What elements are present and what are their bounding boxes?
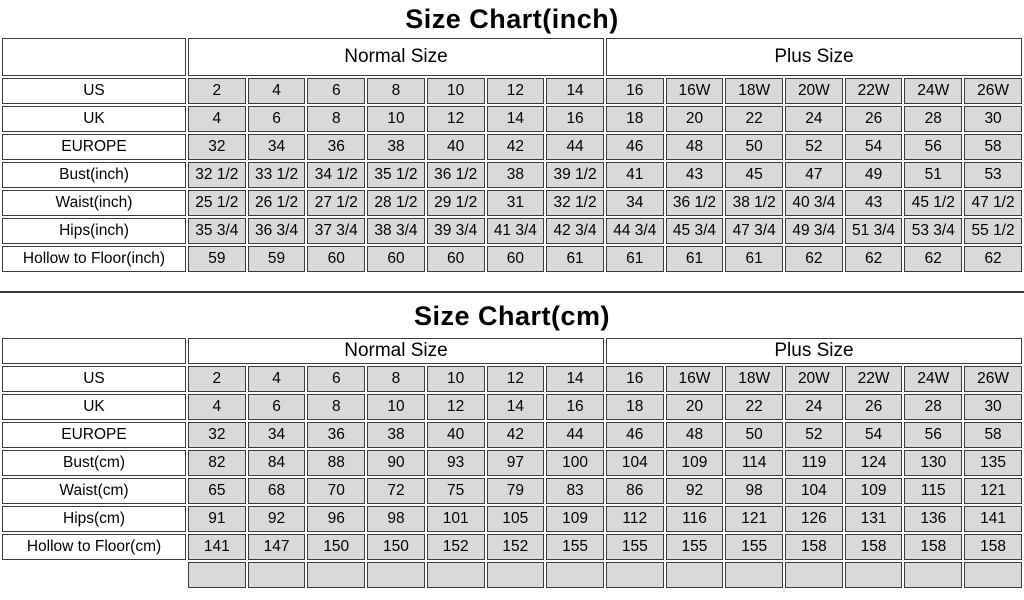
row-label xyxy=(2,562,186,588)
size-value-cell: 12 xyxy=(487,366,545,392)
row-label: Bust(inch) xyxy=(2,162,186,188)
size-value-cell: 84 xyxy=(248,450,306,476)
size-value-cell: 60 xyxy=(427,246,485,272)
size-value-cell: 54 xyxy=(845,134,903,160)
size-value-cell: 62 xyxy=(964,246,1022,272)
table-row xyxy=(2,394,1022,420)
size-value-cell: 35 3/4 xyxy=(188,218,246,244)
size-value-cell: 47 1/2 xyxy=(964,190,1022,216)
size-value-cell: 152 xyxy=(487,534,545,560)
size-value-cell: 26 1/2 xyxy=(248,190,306,216)
size-value-cell: 36 xyxy=(307,134,365,160)
size-table-inch xyxy=(0,36,1024,274)
size-value-cell: 12 xyxy=(427,106,485,132)
size-value-cell: 61 xyxy=(606,246,664,272)
size-value-cell: 50 xyxy=(725,422,783,448)
table-row xyxy=(2,366,1022,392)
size-value-cell: 82 xyxy=(188,450,246,476)
size-value-cell: 109 xyxy=(546,506,604,532)
size-value-cell: 47 3/4 xyxy=(725,218,783,244)
size-value-cell: 98 xyxy=(367,506,425,532)
size-value-cell: 155 xyxy=(606,534,664,560)
size-value-cell: 136 xyxy=(904,506,962,532)
size-value-cell: 6 xyxy=(307,78,365,104)
size-value-cell: 109 xyxy=(845,478,903,504)
size-value-cell xyxy=(248,562,306,588)
size-value-cell: 42 xyxy=(487,134,545,160)
size-value-cell: 32 1/2 xyxy=(546,190,604,216)
size-value-cell: 16W xyxy=(666,78,724,104)
size-value-cell: 62 xyxy=(845,246,903,272)
corner-cell xyxy=(2,338,186,364)
size-value-cell: 147 xyxy=(248,534,306,560)
size-value-cell: 28 xyxy=(904,106,962,132)
row-label: Hips(inch) xyxy=(2,218,186,244)
size-value-cell: 41 xyxy=(606,162,664,188)
size-value-cell: 59 xyxy=(188,246,246,272)
size-value-cell: 70 xyxy=(307,478,365,504)
size-value-cell: 32 xyxy=(188,134,246,160)
size-value-cell: 91 xyxy=(188,506,246,532)
size-value-cell: 31 xyxy=(487,190,545,216)
row-label: UK xyxy=(2,106,186,132)
size-value-cell: 130 xyxy=(904,450,962,476)
size-value-cell: 49 3/4 xyxy=(785,218,843,244)
group-header-normal-size: Normal Size xyxy=(188,338,604,364)
size-value-cell: 16 xyxy=(546,106,604,132)
size-value-cell: 20 xyxy=(666,106,724,132)
size-value-cell xyxy=(367,562,425,588)
size-value-cell: 2 xyxy=(188,366,246,392)
size-value-cell: 104 xyxy=(785,478,843,504)
size-value-cell: 54 xyxy=(845,422,903,448)
size-value-cell: 155 xyxy=(725,534,783,560)
size-value-cell: 37 3/4 xyxy=(307,218,365,244)
size-value-cell xyxy=(307,562,365,588)
size-value-cell: 10 xyxy=(427,366,485,392)
table-row xyxy=(2,506,1022,532)
table-row xyxy=(2,246,1022,272)
size-value-cell: 51 3/4 xyxy=(845,218,903,244)
row-label: Hollow to Floor(cm) xyxy=(2,534,186,560)
size-value-cell: 28 1/2 xyxy=(367,190,425,216)
size-value-cell: 12 xyxy=(487,78,545,104)
size-value-cell: 35 1/2 xyxy=(367,162,425,188)
size-value-cell: 158 xyxy=(904,534,962,560)
size-value-cell: 34 xyxy=(606,190,664,216)
size-value-cell: 98 xyxy=(725,478,783,504)
size-value-cell: 14 xyxy=(487,394,545,420)
size-value-cell: 18W xyxy=(725,78,783,104)
size-value-cell: 30 xyxy=(964,394,1022,420)
corner-cell xyxy=(2,38,186,76)
size-value-cell: 34 xyxy=(248,422,306,448)
size-value-cell: 83 xyxy=(546,478,604,504)
size-value-cell: 60 xyxy=(487,246,545,272)
size-value-cell: 115 xyxy=(904,478,962,504)
size-value-cell: 45 3/4 xyxy=(666,218,724,244)
size-value-cell xyxy=(666,562,724,588)
size-value-cell: 27 1/2 xyxy=(307,190,365,216)
size-value-cell: 18 xyxy=(606,394,664,420)
size-value-cell: 22 xyxy=(725,394,783,420)
size-value-cell: 55 1/2 xyxy=(964,218,1022,244)
size-value-cell: 8 xyxy=(307,394,365,420)
size-value-cell xyxy=(546,562,604,588)
size-value-cell: 60 xyxy=(307,246,365,272)
size-value-cell: 10 xyxy=(367,106,425,132)
size-value-cell: 24W xyxy=(904,366,962,392)
size-value-cell: 36 3/4 xyxy=(248,218,306,244)
size-value-cell: 22W xyxy=(845,78,903,104)
size-value-cell: 119 xyxy=(785,450,843,476)
table-row xyxy=(2,218,1022,244)
size-value-cell: 43 xyxy=(845,190,903,216)
size-value-cell: 131 xyxy=(845,506,903,532)
table-row xyxy=(2,190,1022,216)
size-value-cell: 4 xyxy=(248,78,306,104)
group-header-row xyxy=(2,338,1022,364)
size-value-cell: 38 xyxy=(487,162,545,188)
size-value-cell: 79 xyxy=(487,478,545,504)
size-value-cell: 40 xyxy=(427,134,485,160)
size-value-cell: 58 xyxy=(964,422,1022,448)
size-value-cell: 2 xyxy=(188,78,246,104)
size-value-cell: 4 xyxy=(188,106,246,132)
size-value-cell: 121 xyxy=(725,506,783,532)
size-value-cell: 45 1/2 xyxy=(904,190,962,216)
size-value-cell: 4 xyxy=(188,394,246,420)
size-value-cell: 26W xyxy=(964,78,1022,104)
size-value-cell: 6 xyxy=(248,106,306,132)
size-value-cell: 26 xyxy=(845,106,903,132)
chart-title-cm: Size Chart(cm) xyxy=(413,301,611,331)
size-value-cell: 47 xyxy=(785,162,843,188)
table-row xyxy=(2,106,1022,132)
size-value-cell: 61 xyxy=(725,246,783,272)
size-value-cell: 97 xyxy=(487,450,545,476)
size-value-cell: 62 xyxy=(904,246,962,272)
size-value-cell xyxy=(427,562,485,588)
size-value-cell: 30 xyxy=(964,106,1022,132)
size-value-cell: 152 xyxy=(427,534,485,560)
size-value-cell: 43 xyxy=(666,162,724,188)
size-value-cell: 150 xyxy=(307,534,365,560)
size-value-cell: 16W xyxy=(666,366,724,392)
size-value-cell: 93 xyxy=(427,450,485,476)
size-value-cell: 38 3/4 xyxy=(367,218,425,244)
group-header-row xyxy=(2,38,1022,76)
size-value-cell: 16 xyxy=(606,366,664,392)
size-value-cell: 8 xyxy=(367,78,425,104)
size-value-cell: 101 xyxy=(427,506,485,532)
size-value-cell: 26W xyxy=(964,366,1022,392)
size-value-cell: 48 xyxy=(666,134,724,160)
size-value-cell: 8 xyxy=(307,106,365,132)
size-value-cell: 40 3/4 xyxy=(785,190,843,216)
size-value-cell: 50 xyxy=(725,134,783,160)
size-value-cell xyxy=(964,562,1022,588)
size-value-cell: 24W xyxy=(904,78,962,104)
size-value-cell: 121 xyxy=(964,478,1022,504)
size-value-cell: 20 xyxy=(666,394,724,420)
size-value-cell: 42 3/4 xyxy=(546,218,604,244)
size-value-cell: 60 xyxy=(367,246,425,272)
size-value-cell: 92 xyxy=(248,506,306,532)
size-value-cell: 86 xyxy=(606,478,664,504)
size-value-cell: 100 xyxy=(546,450,604,476)
size-value-cell: 20W xyxy=(785,78,843,104)
size-value-cell: 51 xyxy=(904,162,962,188)
size-value-cell: 72 xyxy=(367,478,425,504)
size-value-cell: 38 xyxy=(367,422,425,448)
size-value-cell: 105 xyxy=(487,506,545,532)
row-label: Waist(inch) xyxy=(2,190,186,216)
table-row xyxy=(2,134,1022,160)
size-value-cell: 38 xyxy=(367,134,425,160)
size-value-cell: 155 xyxy=(666,534,724,560)
size-value-cell: 18W xyxy=(725,366,783,392)
size-value-cell: 135 xyxy=(964,450,1022,476)
size-value-cell: 22 xyxy=(725,106,783,132)
size-value-cell: 92 xyxy=(666,478,724,504)
size-value-cell: 44 3/4 xyxy=(606,218,664,244)
group-header-normal-size: Normal Size xyxy=(188,38,604,76)
size-value-cell: 38 1/2 xyxy=(725,190,783,216)
size-value-cell: 36 1/2 xyxy=(666,190,724,216)
size-value-cell: 32 xyxy=(188,422,246,448)
size-value-cell: 109 xyxy=(666,450,724,476)
size-value-cell: 22W xyxy=(845,366,903,392)
size-chart-inch-section xyxy=(0,0,1024,274)
size-value-cell xyxy=(845,562,903,588)
size-value-cell: 150 xyxy=(367,534,425,560)
size-value-cell: 16 xyxy=(546,394,604,420)
table-row xyxy=(2,162,1022,188)
chart-title-inch: Size Chart(inch) xyxy=(405,4,619,34)
row-label: Bust(cm) xyxy=(2,450,186,476)
size-value-cell: 36 xyxy=(307,422,365,448)
row-label: US xyxy=(2,78,186,104)
size-value-cell: 46 xyxy=(606,134,664,160)
size-value-cell xyxy=(725,562,783,588)
size-value-cell: 26 xyxy=(845,394,903,420)
size-value-cell: 62 xyxy=(785,246,843,272)
size-value-cell: 96 xyxy=(307,506,365,532)
size-value-cell: 14 xyxy=(546,366,604,392)
size-value-cell: 158 xyxy=(845,534,903,560)
size-value-cell xyxy=(188,562,246,588)
table-row xyxy=(2,478,1022,504)
size-value-cell: 12 xyxy=(427,394,485,420)
size-value-cell: 126 xyxy=(785,506,843,532)
row-label: Hollow to Floor(inch) xyxy=(2,246,186,272)
row-label: US xyxy=(2,366,186,392)
size-value-cell xyxy=(904,562,962,588)
size-value-cell: 24 xyxy=(785,394,843,420)
size-value-cell: 68 xyxy=(248,478,306,504)
size-value-cell: 56 xyxy=(904,422,962,448)
size-value-cell xyxy=(606,562,664,588)
row-label: UK xyxy=(2,394,186,420)
size-value-cell: 41 3/4 xyxy=(487,218,545,244)
size-value-cell: 34 xyxy=(248,134,306,160)
size-value-cell: 90 xyxy=(367,450,425,476)
row-label: Hips(cm) xyxy=(2,506,186,532)
size-value-cell: 44 xyxy=(546,422,604,448)
size-value-cell: 40 xyxy=(427,422,485,448)
size-value-cell: 158 xyxy=(964,534,1022,560)
size-value-cell xyxy=(487,562,545,588)
clipped-bottom-row xyxy=(2,562,1022,588)
size-value-cell: 16 xyxy=(606,78,664,104)
size-value-cell: 61 xyxy=(666,246,724,272)
size-value-cell: 88 xyxy=(307,450,365,476)
row-label: EUROPE xyxy=(2,134,186,160)
table-row xyxy=(2,450,1022,476)
size-value-cell: 14 xyxy=(546,78,604,104)
size-value-cell: 116 xyxy=(666,506,724,532)
size-value-cell: 56 xyxy=(904,134,962,160)
size-value-cell: 6 xyxy=(307,366,365,392)
size-value-cell: 141 xyxy=(964,506,1022,532)
row-label: Waist(cm) xyxy=(2,478,186,504)
size-value-cell: 155 xyxy=(546,534,604,560)
size-chart-cm-section xyxy=(0,291,1024,590)
size-value-cell: 29 1/2 xyxy=(427,190,485,216)
size-value-cell: 46 xyxy=(606,422,664,448)
size-value-cell: 39 1/2 xyxy=(546,162,604,188)
size-value-cell: 28 xyxy=(904,394,962,420)
size-value-cell: 33 1/2 xyxy=(248,162,306,188)
size-value-cell: 65 xyxy=(188,478,246,504)
size-value-cell: 61 xyxy=(546,246,604,272)
size-value-cell: 58 xyxy=(964,134,1022,160)
size-value-cell: 124 xyxy=(845,450,903,476)
table-row xyxy=(2,78,1022,104)
size-value-cell: 25 1/2 xyxy=(188,190,246,216)
size-value-cell: 20W xyxy=(785,366,843,392)
table-row xyxy=(2,534,1022,560)
size-value-cell: 104 xyxy=(606,450,664,476)
size-value-cell xyxy=(785,562,843,588)
size-value-cell: 18 xyxy=(606,106,664,132)
size-value-cell: 158 xyxy=(785,534,843,560)
size-value-cell: 52 xyxy=(785,422,843,448)
size-value-cell: 75 xyxy=(427,478,485,504)
size-value-cell: 8 xyxy=(367,366,425,392)
size-value-cell: 39 3/4 xyxy=(427,218,485,244)
size-value-cell: 34 1/2 xyxy=(307,162,365,188)
size-value-cell: 52 xyxy=(785,134,843,160)
size-value-cell: 53 3/4 xyxy=(904,218,962,244)
size-value-cell: 49 xyxy=(845,162,903,188)
size-value-cell: 36 1/2 xyxy=(427,162,485,188)
size-value-cell: 24 xyxy=(785,106,843,132)
size-value-cell: 10 xyxy=(427,78,485,104)
size-value-cell: 114 xyxy=(725,450,783,476)
size-value-cell: 59 xyxy=(248,246,306,272)
row-label: EUROPE xyxy=(2,422,186,448)
size-value-cell: 42 xyxy=(487,422,545,448)
group-header-plus-size: Plus Size xyxy=(606,338,1022,364)
size-value-cell: 32 1/2 xyxy=(188,162,246,188)
size-table-cm xyxy=(0,336,1024,590)
size-value-cell: 48 xyxy=(666,422,724,448)
table-row xyxy=(2,422,1022,448)
size-value-cell: 45 xyxy=(725,162,783,188)
size-value-cell: 53 xyxy=(964,162,1022,188)
size-value-cell: 141 xyxy=(188,534,246,560)
size-value-cell: 14 xyxy=(487,106,545,132)
size-value-cell: 112 xyxy=(606,506,664,532)
size-value-cell: 10 xyxy=(367,394,425,420)
size-value-cell: 44 xyxy=(546,134,604,160)
size-value-cell: 4 xyxy=(248,366,306,392)
size-value-cell: 6 xyxy=(248,394,306,420)
group-header-plus-size: Plus Size xyxy=(606,38,1022,76)
